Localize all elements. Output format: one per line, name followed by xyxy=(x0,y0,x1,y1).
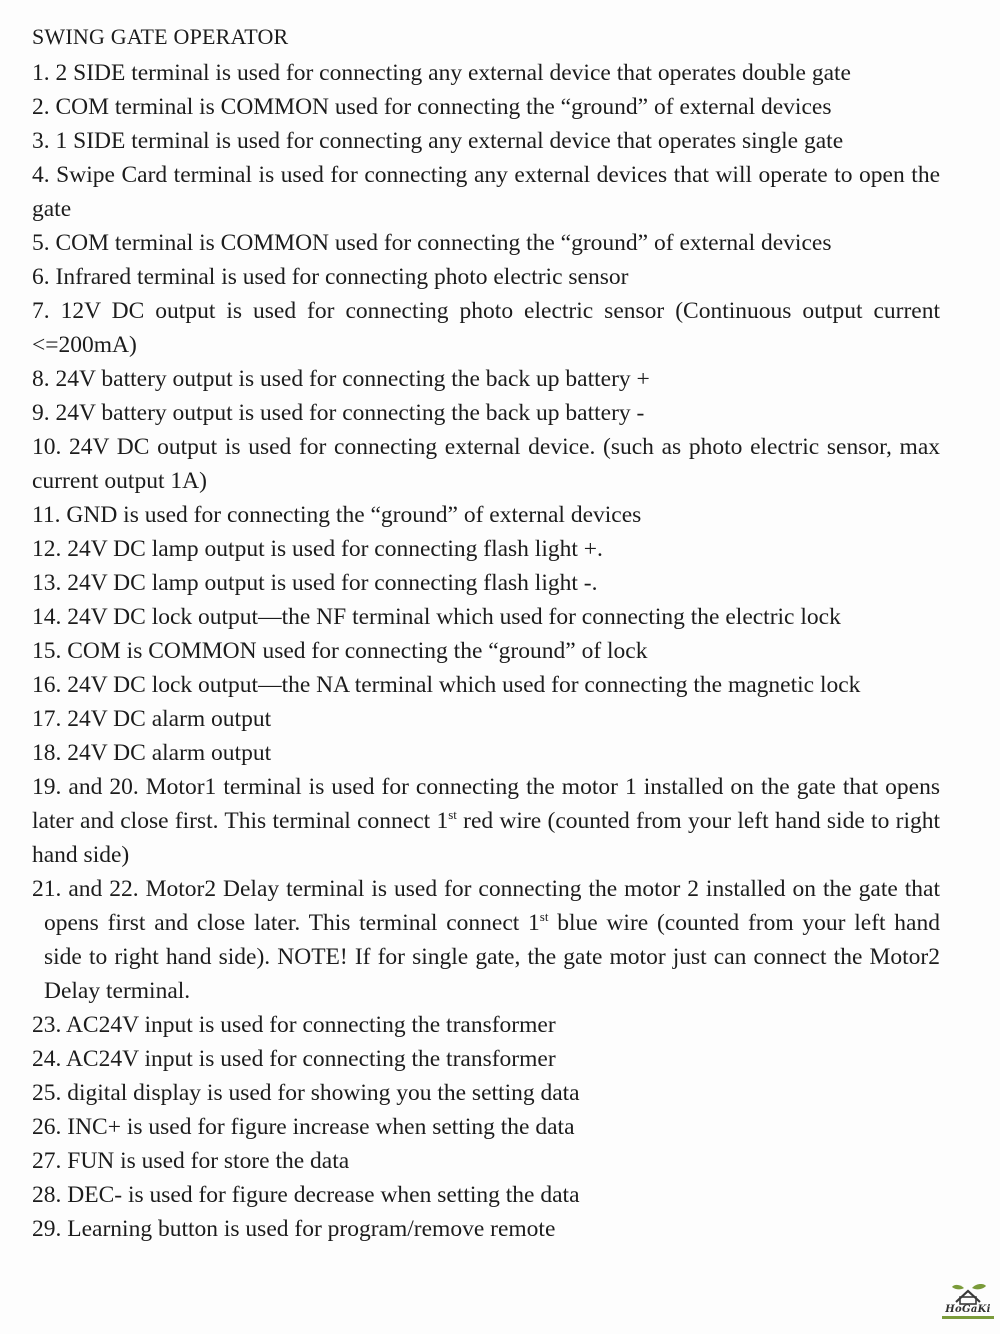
list-item: 27. FUN is used for store the data xyxy=(32,1148,350,1174)
ordinal-superscript: st xyxy=(448,807,457,822)
list-item: 17. 24V DC alarm output xyxy=(32,706,272,732)
list-item: 14. 24V DC lock output—the NF terminal which used for connecting the electric lock xyxy=(32,604,841,630)
list-item xyxy=(32,770,940,872)
ordinal-superscript: st xyxy=(539,909,549,924)
list-item: 3. 1 SIDE terminal is used for connecting any external device that operates single gate xyxy=(32,128,844,154)
list-item: 1. 2 SIDE terminal is used for connecting any external device that operates double gate xyxy=(32,60,851,86)
list-item: 25. digital display is used for showing you the setting data xyxy=(32,1080,580,1106)
list-item: 5. COM terminal is COMMON used for connecting the “ground” of external devices xyxy=(32,230,832,256)
list-item: 8. 24V battery output is used for connecting the back up battery + xyxy=(32,366,650,392)
document-title: SWING GATE OPERATOR xyxy=(32,24,289,49)
list-item: 6. Infrared terminal is used for connecting photo electric sensor xyxy=(32,264,629,290)
list-item: 16. 24V DC lock output—the NA terminal which used for connecting the magnetic lock xyxy=(32,672,861,698)
list-item: 23. AC24V input is used for connecting the transformer xyxy=(32,1012,556,1038)
list-item-text: red wire (counted from your left hand side to right hand side) xyxy=(32,808,941,868)
list-item: 13. 24V DC lamp output is used for connecting flash light -. xyxy=(32,570,598,596)
list-item-text: blue wire (counted from your left hand side to right hand side). NOTE! If for single gate, the gate motor just can connect the Motor2 Delay terminal. xyxy=(44,910,940,1004)
list-item: 4. Swipe Card terminal is used for connecting any external devices that will operate to open the gate xyxy=(32,162,940,222)
list-item: 26. INC+ is used for figure increase when setting the data xyxy=(32,1114,575,1140)
brand-logo-underline xyxy=(942,1316,994,1319)
brand-logo-text: HoGaKi xyxy=(945,1304,991,1315)
list-item-text: 21. and 22. Motor2 Delay terminal is used for connecting the motor 2 installed on the gate that opens first and close later. This terminal connect 1 xyxy=(32,876,940,936)
list-item xyxy=(32,872,940,1008)
list-item: 9. 24V battery output is used for connecting the back up battery - xyxy=(32,400,645,426)
list-item: 10. 24V DC output is used for connecting external device. (such as photo electric sensor, max current output 1A) xyxy=(32,434,940,494)
brand-logo xyxy=(942,1282,994,1322)
list-item: 11. GND is used for connecting the “ground” of external devices xyxy=(32,502,642,528)
list-item: 2. COM terminal is COMMON used for connecting the “ground” of external devices xyxy=(32,94,832,120)
document-body xyxy=(32,22,940,1246)
list-item: 7. 12V DC output is used for connecting photo electric sensor (Continuous output current <=200mA) xyxy=(32,298,940,358)
house-leaf-icon xyxy=(942,1282,994,1306)
list-item: 12. 24V DC lamp output is used for connecting flash light +. xyxy=(32,536,603,562)
list-item: 29. Learning button is used for program/remove remote xyxy=(32,1216,556,1242)
list-item: 18. 24V DC alarm output xyxy=(32,740,272,766)
list-item-text: 19. and 20. Motor1 terminal is used for connecting the motor 1 installed on the gate that opens later and close first. This terminal connect 1 xyxy=(32,774,940,834)
list-item: 15. COM is COMMON used for connecting the “ground” of lock xyxy=(32,638,648,664)
list-item: 24. AC24V input is used for connecting the transformer xyxy=(32,1046,556,1072)
list-item: 28. DEC- is used for figure decrease when setting the data xyxy=(32,1182,580,1208)
